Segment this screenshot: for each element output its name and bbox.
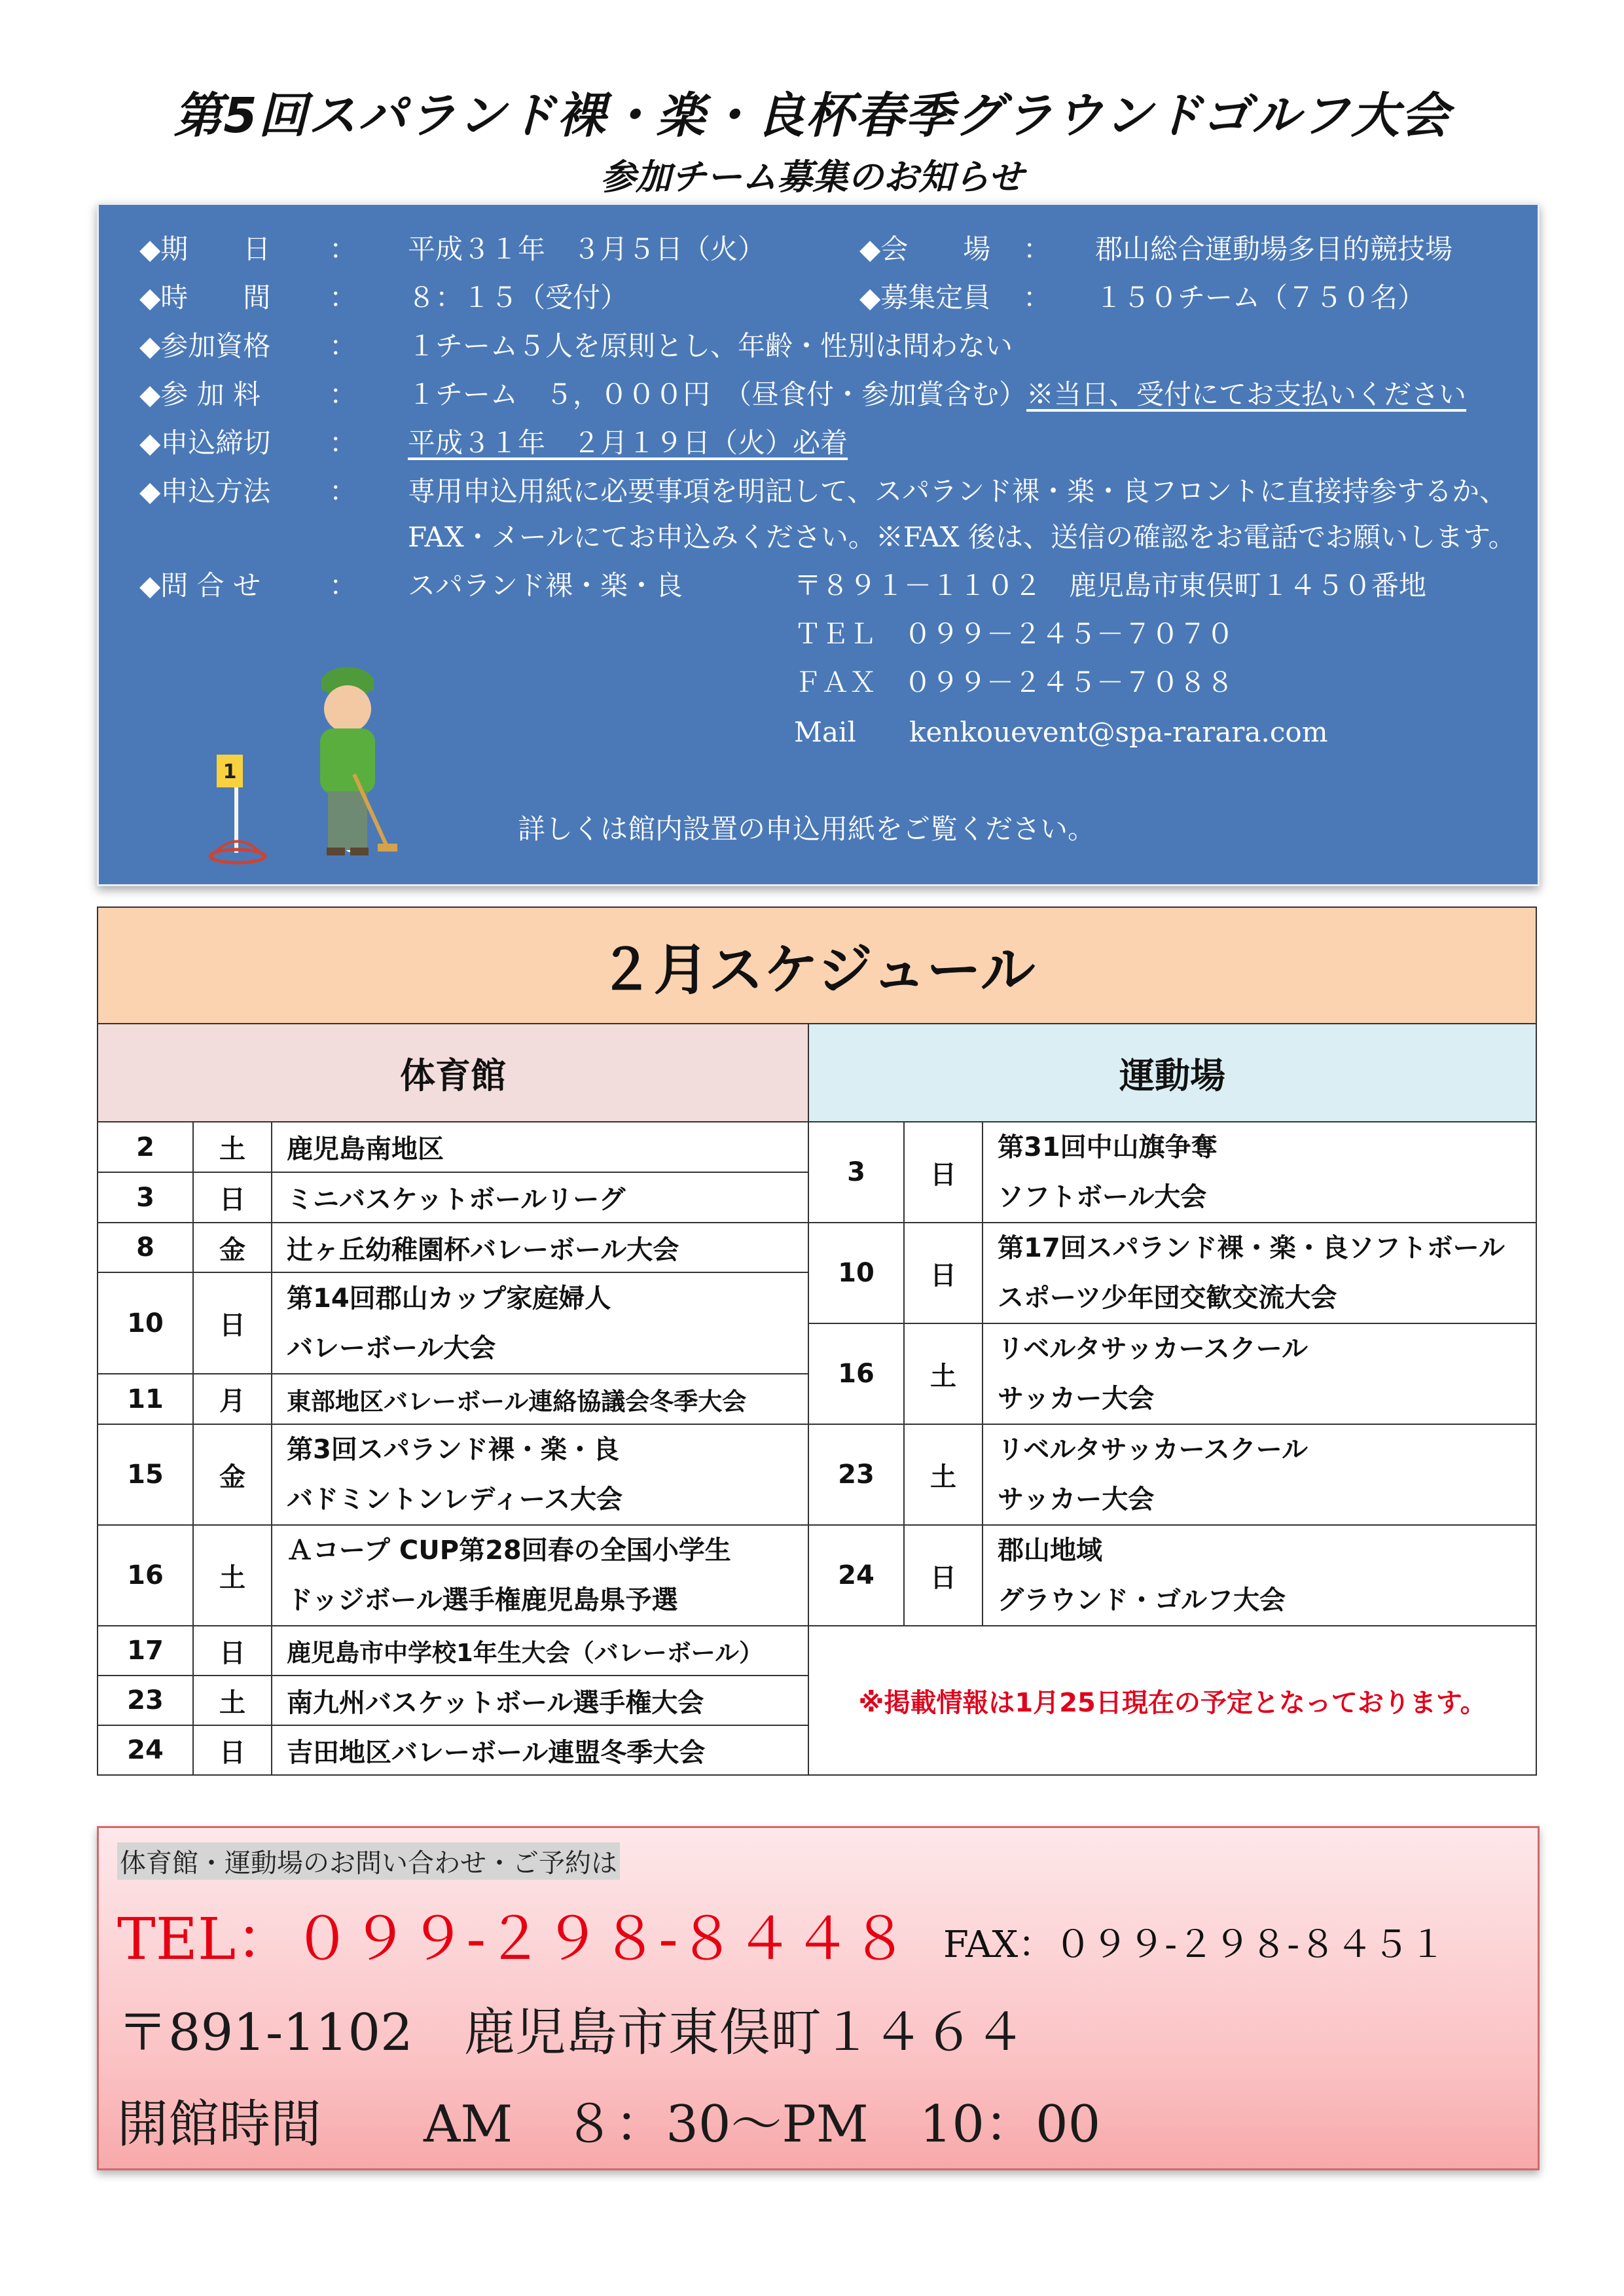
date-value: 平成３１年 ３月５日（火） — [408, 233, 766, 265]
gym-weekday: 日 — [193, 1725, 272, 1775]
gym-weekday: 土 — [193, 1122, 272, 1172]
field-event-line2: スポーツ少年団交歓交流大会 — [998, 1283, 1337, 1313]
gym-weekday: 金 — [193, 1223, 272, 1272]
gym-weekday: 土 — [193, 1525, 272, 1626]
schedule-note: ※掲載情報は1月25日現在の予定となっております。 — [808, 1626, 1536, 1775]
gym-event: ミニバスケットボールリーグ — [272, 1172, 808, 1223]
contact-tel: ＴＥＬ ０９９－２４５－７０７０ — [794, 618, 1235, 650]
contact-box — [97, 1826, 1540, 2170]
gym-day: 16 — [98, 1525, 193, 1626]
info-box — [97, 203, 1540, 886]
field-event — [983, 1424, 1536, 1525]
gym-weekday: 金 — [193, 1424, 272, 1525]
gym-weekday: 日 — [193, 1626, 272, 1676]
fee-label: ◆参 加 料 — [139, 378, 261, 410]
facility-address: 〒891-1102 鹿児島市東俣町１４６４ — [117, 2003, 1026, 2062]
deadline-label: ◆申込締切 — [139, 427, 271, 459]
gym-event-line2: バレーボール大会 — [287, 1333, 496, 1363]
field-event-line1: リベルタサッカースクール — [998, 1435, 1308, 1465]
gym-day: 15 — [98, 1424, 193, 1525]
method-line2: FAX・メールにてお申込みください。※FAX 後は、送信の確認をお電話でお願いします。 — [408, 521, 1516, 553]
method-line1: 専用申込用紙に必要事項を明記して、スパランド裸・楽・良フロントに直接持参するか、 — [408, 475, 1507, 507]
field-event — [983, 1122, 1536, 1223]
colon: ： — [1023, 233, 1051, 265]
flag-number: 1 — [223, 761, 237, 783]
gym-event: 鹿児島市中学校1年生大会（バレーボール） — [272, 1626, 808, 1676]
gym-event — [272, 1272, 808, 1374]
venue-label: ◆会 場 — [859, 233, 991, 265]
field-weekday: 土 — [904, 1424, 983, 1525]
gym-event — [272, 1525, 808, 1626]
gym-event-line1: Ａコープ CUP第28回春の全国小学生 — [287, 1535, 731, 1566]
schedule-title: ２月スケジュール — [98, 907, 1536, 1024]
colon: ： — [329, 569, 357, 601]
field-day: 10 — [808, 1223, 904, 1323]
contact-mail — [794, 713, 1328, 752]
colon: ： — [329, 281, 357, 314]
mail-value: kenkouevent@spa-rarara.com — [909, 716, 1328, 748]
gym-day: 17 — [98, 1626, 193, 1676]
field-event-line2: サッカー大会 — [998, 1484, 1155, 1515]
field-event-line1: 郡山地域 — [998, 1535, 1102, 1566]
field-day: 3 — [808, 1122, 904, 1223]
field-weekday: 日 — [904, 1525, 983, 1626]
gym-day: 2 — [98, 1122, 193, 1172]
contact-label: ◆問 合 せ — [139, 569, 261, 601]
facility-tel: TEL：０９９-２９８-８４４８ — [117, 1905, 909, 1973]
field-event-line2: サッカー大会 — [998, 1384, 1155, 1414]
gym-event-line2: ドッジボール選手権鹿児島県予選 — [287, 1585, 678, 1615]
gym-header: 体育館 — [98, 1024, 808, 1122]
field-day: 23 — [808, 1424, 904, 1525]
gym-day: 8 — [98, 1223, 193, 1272]
facility-fax: FAX：０９９-２９８-８４５１ — [943, 1924, 1447, 1966]
golfer-illustration-icon — [190, 637, 400, 872]
field-header: 運動場 — [808, 1024, 1536, 1122]
opening-hours: 開館時間 AM ８：30～PM 10：00 — [117, 2095, 1101, 2154]
gym-event-line1: 第14回郡山カップ家庭婦人 — [287, 1283, 611, 1314]
method-label: ◆申込方法 — [139, 475, 271, 507]
field-event-line2: ソフトボール大会 — [998, 1182, 1207, 1212]
gym-event: 吉田地区バレーボール連盟冬季大会 — [272, 1725, 808, 1775]
venue-value: 郡山総合運動場多目的競技場 — [1095, 233, 1453, 265]
colon: ： — [329, 475, 357, 507]
gym-event: 東部地区バレーボール連絡協議会冬季大会 — [272, 1374, 808, 1424]
field-day: 16 — [808, 1323, 904, 1424]
deadline-value: 平成３１年 ２月１９日（火）必着 — [408, 427, 848, 459]
field-event-line1: 第17回スパランド裸・楽・良ソフトボール — [998, 1233, 1505, 1263]
colon: ： — [329, 427, 357, 459]
gym-event: 南九州バスケットボール選手権大会 — [272, 1676, 808, 1725]
time-label: ◆時 間 — [139, 281, 271, 314]
info-footer: 詳しくは館内設置の申込用紙をご覧ください。 — [518, 813, 1096, 845]
fee-value — [408, 375, 1466, 414]
field-event — [983, 1223, 1536, 1323]
capacity-label: ◆募集定員 — [859, 281, 991, 314]
field-event-line2: グラウンド・ゴルフ大会 — [998, 1585, 1286, 1615]
gym-weekday: 日 — [193, 1272, 272, 1374]
gym-event-line1: 第3回スパランド裸・楽・良 — [287, 1435, 619, 1465]
field-weekday: 日 — [904, 1122, 983, 1223]
colon: ： — [329, 378, 357, 410]
gym-weekday: 土 — [193, 1676, 272, 1725]
colon: ： — [329, 233, 357, 265]
field-event-line1: 第31回中山旗争奪 — [998, 1132, 1218, 1162]
capacity-value: １５０チーム（７５０名） — [1095, 281, 1426, 314]
eligibility-value: １チーム５人を原則とし、年齢・性別は問わない — [408, 330, 1013, 362]
gym-event — [272, 1424, 808, 1525]
field-weekday: 日 — [904, 1223, 983, 1323]
gym-day: 11 — [98, 1374, 193, 1424]
gym-day: 23 — [98, 1676, 193, 1725]
contact-fax: ＦＡＸ ０９９－２４５－７０８８ — [794, 666, 1235, 698]
gym-event-line2: バドミントンレディース大会 — [287, 1484, 623, 1515]
event-title: 第5回スパランド裸・楽・良杯春季グラウンドゴルフ大会 — [173, 88, 1451, 144]
mail-label: Mail — [794, 716, 856, 748]
gym-weekday: 月 — [193, 1374, 272, 1424]
schedule-table — [97, 906, 1537, 1776]
event-subtitle: 参加チーム募集のお知らせ — [600, 156, 1024, 198]
colon: ： — [329, 330, 357, 362]
field-event — [983, 1323, 1536, 1424]
gym-day: 24 — [98, 1725, 193, 1775]
gym-day: 3 — [98, 1172, 193, 1223]
gym-event: 鹿児島南地区 — [272, 1122, 808, 1172]
eligibility-label: ◆参加資格 — [139, 330, 271, 362]
inquiry-label: 体育館・運動場のお問い合わせ・ご予約は — [117, 1842, 620, 1880]
colon: ： — [1023, 281, 1051, 314]
time-value: ８：１５（受付） — [408, 281, 628, 314]
contact-name: スパランド裸・楽・良 — [408, 569, 683, 601]
date-label: ◆期 日 — [139, 233, 271, 265]
field-event-line1: リベルタサッカースクール — [998, 1334, 1308, 1364]
gym-weekday: 日 — [193, 1172, 272, 1223]
field-weekday: 土 — [904, 1323, 983, 1424]
fee-amount: １チーム ５，０００円 （昼食付・参加賞含む） — [408, 378, 1027, 410]
gym-event: 辻ヶ丘幼稚園杯バレーボール大会 — [272, 1223, 808, 1272]
fee-note: ※当日、受付にてお支払いください — [1026, 378, 1467, 410]
field-day: 24 — [808, 1525, 904, 1626]
field-event — [983, 1525, 1536, 1626]
gym-day: 10 — [98, 1272, 193, 1374]
contact-address: 〒８９１－１１０２ 鹿児島市東俣町１４５０番地 — [794, 569, 1427, 601]
